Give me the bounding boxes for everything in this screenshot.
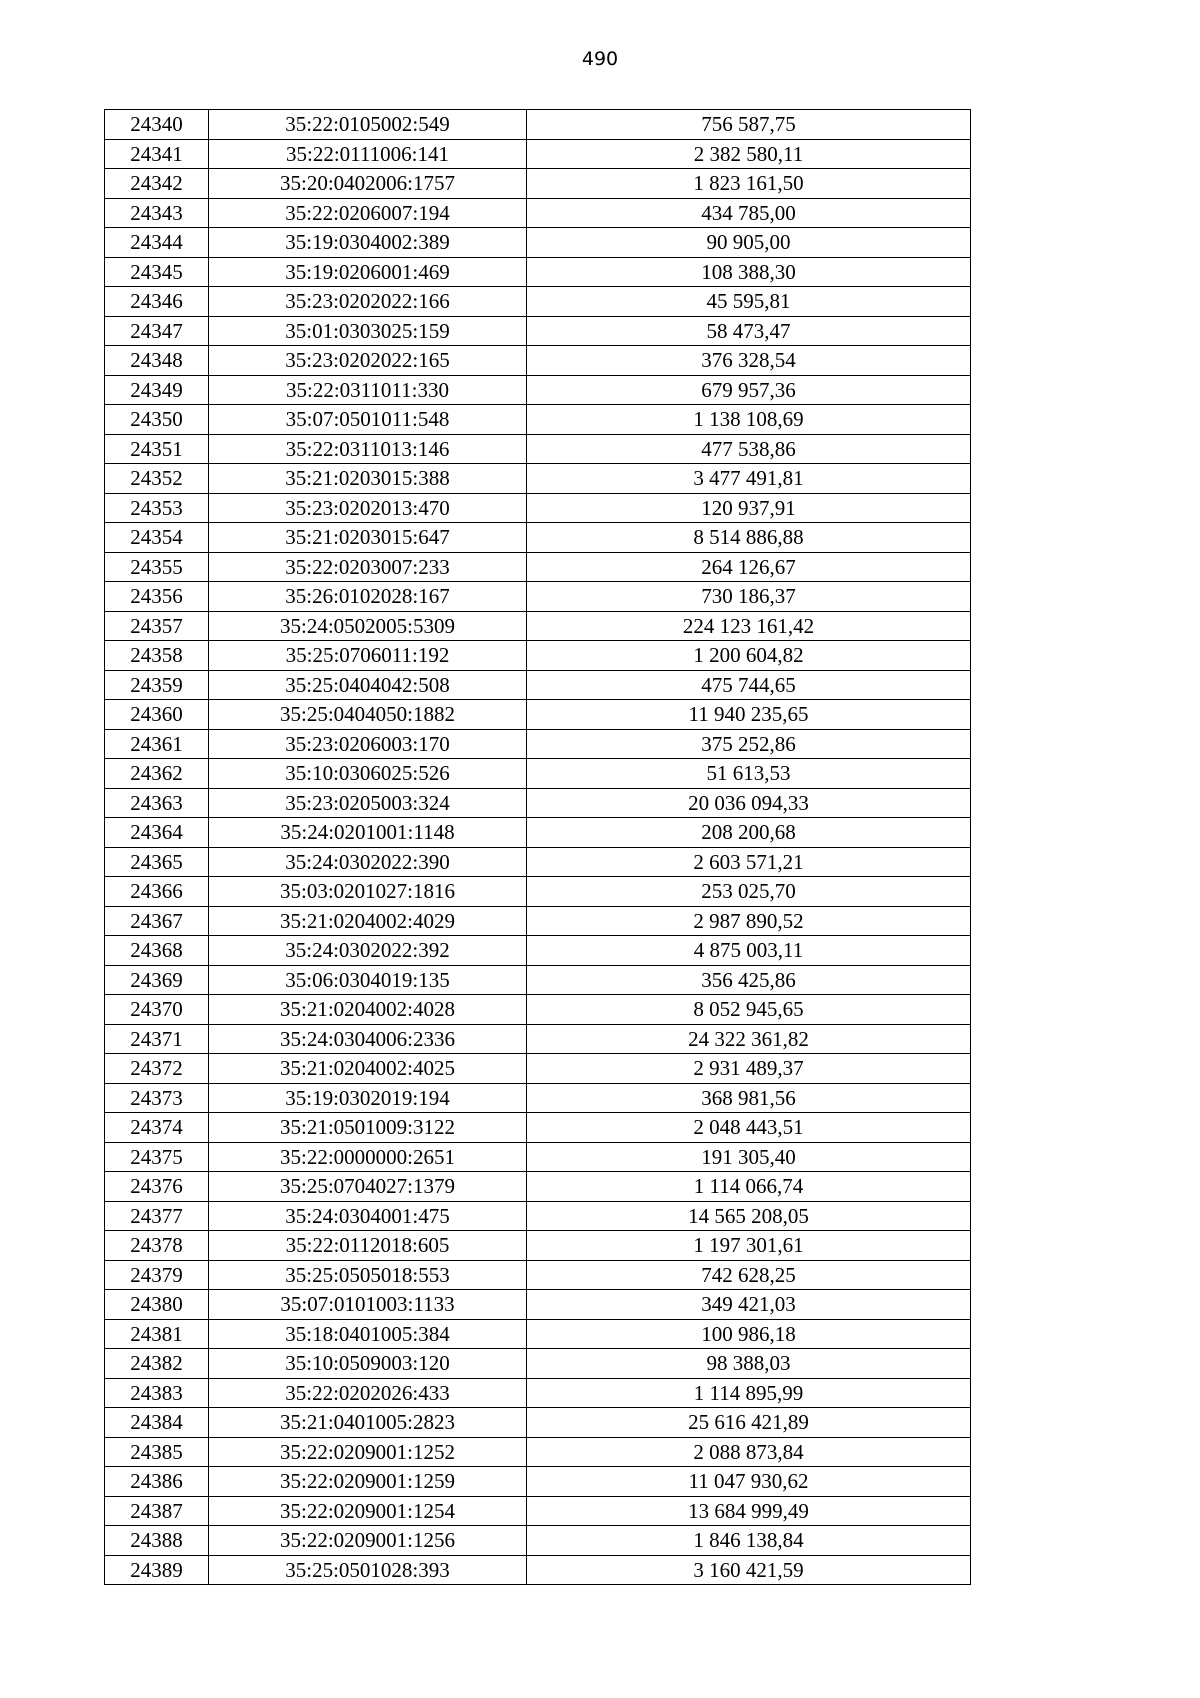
- cadastral-number-cell: 35:25:0404050:1882: [209, 700, 527, 730]
- row-number-cell: 24387: [105, 1496, 209, 1526]
- value-cell: 2 987 890,52: [527, 906, 971, 936]
- row-number-cell: 24367: [105, 906, 209, 936]
- row-number-cell: 24375: [105, 1142, 209, 1172]
- row-number-cell: 24384: [105, 1408, 209, 1438]
- table-row: [105, 139, 971, 169]
- table-row: [105, 936, 971, 966]
- table-row: [105, 1113, 971, 1143]
- cadastral-number-cell: 35:24:0302022:390: [209, 847, 527, 877]
- row-number-cell: 24350: [105, 405, 209, 435]
- value-cell: 191 305,40: [527, 1142, 971, 1172]
- table-row: [105, 1024, 971, 1054]
- row-number-cell: 24343: [105, 198, 209, 228]
- table-row: [105, 729, 971, 759]
- cadastral-number-cell: 35:24:0304006:2336: [209, 1024, 527, 1054]
- value-cell: 8 052 945,65: [527, 995, 971, 1025]
- cadastral-number-cell: 35:21:0203015:647: [209, 523, 527, 553]
- table-row: [105, 228, 971, 258]
- row-number-cell: 24361: [105, 729, 209, 759]
- row-number-cell: 24364: [105, 818, 209, 848]
- table-row: [105, 464, 971, 494]
- table-row: [105, 1142, 971, 1172]
- value-cell: 1 114 066,74: [527, 1172, 971, 1202]
- table-row: [105, 110, 971, 140]
- cadastral-number-cell: 35:21:0203015:388: [209, 464, 527, 494]
- value-cell: 477 538,86: [527, 434, 971, 464]
- value-cell: 11 940 235,65: [527, 700, 971, 730]
- row-number-cell: 24378: [105, 1231, 209, 1261]
- row-number-cell: 24340: [105, 110, 209, 140]
- table-row: [105, 287, 971, 317]
- row-number-cell: 24354: [105, 523, 209, 553]
- row-number-cell: 24353: [105, 493, 209, 523]
- cadastral-number-cell: 35:24:0302022:392: [209, 936, 527, 966]
- cadastral-number-cell: 35:22:0311013:146: [209, 434, 527, 464]
- value-cell: 368 981,56: [527, 1083, 971, 1113]
- value-cell: 730 186,37: [527, 582, 971, 612]
- cadastral-number-cell: 35:22:0311011:330: [209, 375, 527, 405]
- value-cell: 1 138 108,69: [527, 405, 971, 435]
- cadastral-number-cell: 35:19:0206001:469: [209, 257, 527, 287]
- value-cell: 2 382 580,11: [527, 139, 971, 169]
- cadastral-number-cell: 35:03:0201027:1816: [209, 877, 527, 907]
- row-number-cell: 24376: [105, 1172, 209, 1202]
- row-number-cell: 24374: [105, 1113, 209, 1143]
- cadastral-number-cell: 35:22:0105002:549: [209, 110, 527, 140]
- cadastral-number-cell: 35:25:0501028:393: [209, 1555, 527, 1585]
- row-number-cell: 24380: [105, 1290, 209, 1320]
- row-number-cell: 24381: [105, 1319, 209, 1349]
- value-cell: 376 328,54: [527, 346, 971, 376]
- value-cell: 253 025,70: [527, 877, 971, 907]
- table-row: [105, 995, 971, 1025]
- cadastral-number-cell: 35:23:0202022:165: [209, 346, 527, 376]
- value-cell: 13 684 999,49: [527, 1496, 971, 1526]
- value-cell: 3 477 491,81: [527, 464, 971, 494]
- value-cell: 1 114 895,99: [527, 1378, 971, 1408]
- table-row: [105, 641, 971, 671]
- table-row: [105, 198, 971, 228]
- cadastral-number-cell: 35:19:0304002:389: [209, 228, 527, 258]
- table-row: [105, 405, 971, 435]
- row-number-cell: 24383: [105, 1378, 209, 1408]
- cadastral-number-cell: 35:22:0209001:1256: [209, 1526, 527, 1556]
- cadastral-number-cell: 35:21:0204002:4028: [209, 995, 527, 1025]
- row-number-cell: 24370: [105, 995, 209, 1025]
- table-row: [105, 434, 971, 464]
- table-row: [105, 1349, 971, 1379]
- row-number-cell: 24355: [105, 552, 209, 582]
- cadastral-number-cell: 35:20:0402006:1757: [209, 169, 527, 199]
- cadastral-number-cell: 35:22:0203007:233: [209, 552, 527, 582]
- table-row: [105, 1201, 971, 1231]
- row-number-cell: 24373: [105, 1083, 209, 1113]
- table-row: [105, 759, 971, 789]
- value-cell: 98 388,03: [527, 1349, 971, 1379]
- table-row: [105, 788, 971, 818]
- row-number-cell: 24386: [105, 1467, 209, 1497]
- cadastral-number-cell: 35:22:0202026:433: [209, 1378, 527, 1408]
- cadastral-number-cell: 35:22:0111006:141: [209, 139, 527, 169]
- cadastral-number-cell: 35:06:0304019:135: [209, 965, 527, 995]
- table-row: [105, 257, 971, 287]
- cadastral-number-cell: 35:23:0205003:324: [209, 788, 527, 818]
- row-number-cell: 24360: [105, 700, 209, 730]
- row-number-cell: 24348: [105, 346, 209, 376]
- cadastral-number-cell: 35:26:0102028:167: [209, 582, 527, 612]
- value-cell: 14 565 208,05: [527, 1201, 971, 1231]
- cadastral-number-cell: 35:25:0404042:508: [209, 670, 527, 700]
- table-row: [105, 611, 971, 641]
- value-cell: 375 252,86: [527, 729, 971, 759]
- row-number-cell: 24357: [105, 611, 209, 641]
- cadastral-number-cell: 35:22:0000000:2651: [209, 1142, 527, 1172]
- table-row: [105, 1496, 971, 1526]
- cadastral-number-cell: 35:21:0501009:3122: [209, 1113, 527, 1143]
- cadastral-number-cell: 35:25:0704027:1379: [209, 1172, 527, 1202]
- table-row: [105, 169, 971, 199]
- cadastral-number-cell: 35:07:0501011:548: [209, 405, 527, 435]
- row-number-cell: 24362: [105, 759, 209, 789]
- value-cell: 1 197 301,61: [527, 1231, 971, 1261]
- row-number-cell: 24345: [105, 257, 209, 287]
- table-row: [105, 493, 971, 523]
- row-number-cell: 24347: [105, 316, 209, 346]
- cadastral-number-cell: 35:24:0502005:5309: [209, 611, 527, 641]
- value-cell: 756 587,75: [527, 110, 971, 140]
- value-cell: 2 088 873,84: [527, 1437, 971, 1467]
- row-number-cell: 24346: [105, 287, 209, 317]
- value-cell: 45 595,81: [527, 287, 971, 317]
- cadastral-number-cell: 35:22:0209001:1259: [209, 1467, 527, 1497]
- value-cell: 475 744,65: [527, 670, 971, 700]
- table-row: [105, 552, 971, 582]
- row-number-cell: 24388: [105, 1526, 209, 1556]
- cadastral-number-cell: 35:25:0706011:192: [209, 641, 527, 671]
- value-cell: 24 322 361,82: [527, 1024, 971, 1054]
- table-row: [105, 906, 971, 936]
- value-cell: 224 123 161,42: [527, 611, 971, 641]
- value-cell: 264 126,67: [527, 552, 971, 582]
- table-row: [105, 1408, 971, 1438]
- table-row: [105, 1054, 971, 1084]
- table-row: [105, 1467, 971, 1497]
- value-cell: 90 905,00: [527, 228, 971, 258]
- value-cell: 2 603 571,21: [527, 847, 971, 877]
- row-number-cell: 24382: [105, 1349, 209, 1379]
- cadastral-number-cell: 35:19:0302019:194: [209, 1083, 527, 1113]
- value-cell: 356 425,86: [527, 965, 971, 995]
- row-number-cell: 24341: [105, 139, 209, 169]
- value-cell: 434 785,00: [527, 198, 971, 228]
- cadastral-number-cell: 35:24:0304001:475: [209, 1201, 527, 1231]
- table-row: [105, 670, 971, 700]
- cadastral-number-cell: 35:23:0202022:166: [209, 287, 527, 317]
- value-cell: 1 200 604,82: [527, 641, 971, 671]
- value-cell: 3 160 421,59: [527, 1555, 971, 1585]
- row-number-cell: 24369: [105, 965, 209, 995]
- table-row: [105, 346, 971, 376]
- value-cell: 108 388,30: [527, 257, 971, 287]
- row-number-cell: 24352: [105, 464, 209, 494]
- registry-table: [104, 109, 971, 1585]
- row-number-cell: 24385: [105, 1437, 209, 1467]
- table-row: [105, 877, 971, 907]
- row-number-cell: 24372: [105, 1054, 209, 1084]
- page-number: 490: [581, 48, 619, 70]
- row-number-cell: 24344: [105, 228, 209, 258]
- row-number-cell: 24356: [105, 582, 209, 612]
- value-cell: 20 036 094,33: [527, 788, 971, 818]
- table-row: [105, 700, 971, 730]
- cadastral-number-cell: 35:23:0206003:170: [209, 729, 527, 759]
- value-cell: 8 514 886,88: [527, 523, 971, 553]
- cadastral-number-cell: 35:01:0303025:159: [209, 316, 527, 346]
- value-cell: 11 047 930,62: [527, 1467, 971, 1497]
- value-cell: 742 628,25: [527, 1260, 971, 1290]
- value-cell: 1 823 161,50: [527, 169, 971, 199]
- table-row: [105, 375, 971, 405]
- table-row: [105, 1083, 971, 1113]
- cadastral-number-cell: 35:23:0202013:470: [209, 493, 527, 523]
- cadastral-number-cell: 35:22:0206007:194: [209, 198, 527, 228]
- value-cell: 2 048 443,51: [527, 1113, 971, 1143]
- table-row: [105, 847, 971, 877]
- row-number-cell: 24349: [105, 375, 209, 405]
- table-row: [105, 316, 971, 346]
- value-cell: 349 421,03: [527, 1290, 971, 1320]
- table-row: [105, 1172, 971, 1202]
- value-cell: 1 846 138,84: [527, 1526, 971, 1556]
- registry-table-body: [105, 110, 971, 1585]
- row-number-cell: 24363: [105, 788, 209, 818]
- table-row: [105, 1231, 971, 1261]
- table-row: [105, 818, 971, 848]
- value-cell: 58 473,47: [527, 316, 971, 346]
- cadastral-number-cell: 35:21:0204002:4025: [209, 1054, 527, 1084]
- cadastral-number-cell: 35:07:0101003:1133: [209, 1290, 527, 1320]
- table-row: [105, 965, 971, 995]
- cadastral-number-cell: 35:25:0505018:553: [209, 1260, 527, 1290]
- table-row: [105, 1290, 971, 1320]
- row-number-cell: 24351: [105, 434, 209, 464]
- row-number-cell: 24389: [105, 1555, 209, 1585]
- table-row: [105, 1526, 971, 1556]
- value-cell: 51 613,53: [527, 759, 971, 789]
- row-number-cell: 24371: [105, 1024, 209, 1054]
- row-number-cell: 24359: [105, 670, 209, 700]
- cadastral-number-cell: 35:22:0209001:1254: [209, 1496, 527, 1526]
- cadastral-number-cell: 35:24:0201001:1148: [209, 818, 527, 848]
- table-row: [105, 1437, 971, 1467]
- table-row: [105, 1555, 971, 1585]
- value-cell: 120 937,91: [527, 493, 971, 523]
- value-cell: 4 875 003,11: [527, 936, 971, 966]
- table-row: [105, 523, 971, 553]
- row-number-cell: 24379: [105, 1260, 209, 1290]
- row-number-cell: 24366: [105, 877, 209, 907]
- row-number-cell: 24358: [105, 641, 209, 671]
- cadastral-number-cell: 35:21:0204002:4029: [209, 906, 527, 936]
- cadastral-number-cell: 35:18:0401005:384: [209, 1319, 527, 1349]
- value-cell: 100 986,18: [527, 1319, 971, 1349]
- cadastral-number-cell: 35:22:0209001:1252: [209, 1437, 527, 1467]
- table-row: [105, 1319, 971, 1349]
- row-number-cell: 24368: [105, 936, 209, 966]
- value-cell: 2 931 489,37: [527, 1054, 971, 1084]
- cadastral-number-cell: 35:10:0509003:120: [209, 1349, 527, 1379]
- cadastral-number-cell: 35:10:0306025:526: [209, 759, 527, 789]
- table-row: [105, 1378, 971, 1408]
- row-number-cell: 24365: [105, 847, 209, 877]
- table-row: [105, 582, 971, 612]
- row-number-cell: 24377: [105, 1201, 209, 1231]
- cadastral-number-cell: 35:21:0401005:2823: [209, 1408, 527, 1438]
- value-cell: 679 957,36: [527, 375, 971, 405]
- row-number-cell: 24342: [105, 169, 209, 199]
- value-cell: 208 200,68: [527, 818, 971, 848]
- table-row: [105, 1260, 971, 1290]
- value-cell: 25 616 421,89: [527, 1408, 971, 1438]
- cadastral-number-cell: 35:22:0112018:605: [209, 1231, 527, 1261]
